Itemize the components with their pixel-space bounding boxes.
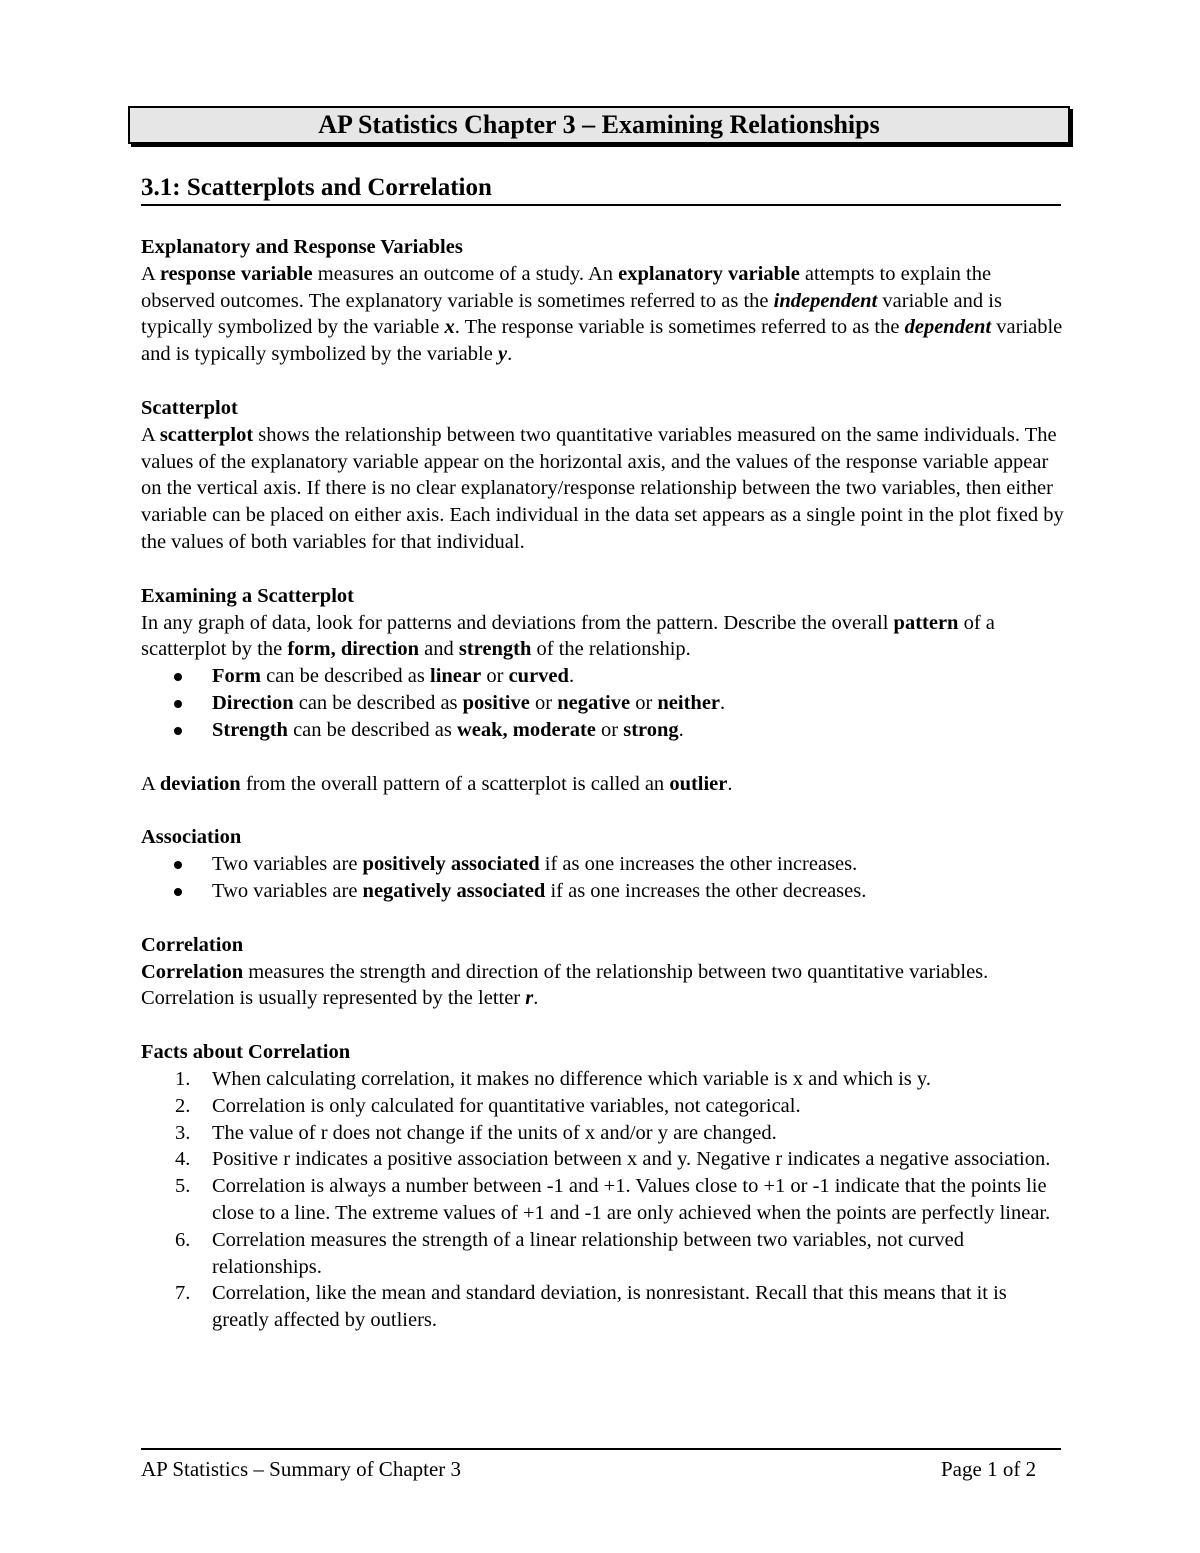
subheading-facts-correlation: Facts about Correlation	[141, 1041, 351, 1064]
list-item: 7. Correlation, like the mean and standard deviation, is nonresistant. Recall that this means that it is greatly affected by outliers.	[175, 1282, 1007, 1332]
list-item: 2. Correlation is only calculated for quantitative variables, not categorical.	[175, 1094, 801, 1117]
footer-title: AP Statistics – Summary of Chapter 3	[141, 1457, 462, 1481]
paragraph-correlation: Correlation measures the strength and direction of the relationship between two quantitative variables. Correlation is usually represented by the letter r.	[141, 960, 989, 1010]
list-item: 3. The value of r does not change if the units of x and/or y are changed.	[175, 1121, 777, 1144]
list-item: Two variables are negatively associated if as one increases the other decreases.	[141, 878, 1066, 905]
association-bullet-list	[141, 851, 1066, 905]
subheading-scatterplot: Scatterplot	[141, 396, 238, 419]
subheading-correlation: Correlation	[141, 933, 244, 956]
paragraph-scatterplot: A scatterplot shows the relationship between two quantitative variables measured on the same individuals. The values of the explanatory variable appear on the horizontal axis, and the values of the response variable appear on the vertical axis. If there is no clear explanatory/response relationship between the two variables, then either variable can be placed on either axis. Each individual in the data set appears as a single point in the plot fixed by the values of both variables for that individual.	[141, 423, 1064, 553]
footer-divider	[141, 1448, 1061, 1450]
list-item: 1. When calculating correlation, it makes no difference which variable is x and which is y.	[175, 1067, 931, 1090]
list-item: Two variables are positively associated if as one increases the other increases.	[141, 851, 1066, 878]
list-item: 5. Correlation is always a number between -1 and +1. Values close to +1 or -1 indicate that the points lie close to a line. The extreme values of +1 and -1 are only achieved when the points are perfectly linear.	[175, 1175, 1051, 1224]
subheading-examining-scatterplot: Examining a Scatterplot	[141, 584, 354, 607]
examining-bullet-list	[141, 663, 1066, 743]
paragraph-examining: In any graph of data, look for patterns and deviations from the pattern. Describe the overall pattern of a scatterplot by the form, direction and strength of the relationship.	[141, 611, 995, 661]
paragraph-explanatory-response: A response variable measures an outcome of a study. An explanatory variable attempts to explain the observed outcomes. The explanatory variable is sometimes referred to as the independent variable and is typically symbolized by the variable x. The response variable is sometimes referred to as the dependent variable and is typically symbolized by the variable y.	[141, 262, 1063, 366]
subheading-explanatory-response: Explanatory and Response Variables	[141, 236, 463, 258]
document-title: AP Statistics Chapter 3 – Examining Relationships	[128, 106, 1070, 144]
section-heading: 3.1: Scatterplots and Correlation	[141, 173, 1061, 206]
list-item: 6. Correlation measures the strength of a linear relationship between two variables, not curved relationships.	[175, 1228, 964, 1278]
document-body	[141, 234, 1066, 1334]
page-number: Page 1 of 2	[941, 1457, 1037, 1481]
paragraph-deviation: A deviation from the overall pattern of a scatterplot is called an outlier.	[141, 772, 733, 795]
facts-numbered-list	[141, 1066, 1066, 1334]
list-item: Form can be described as linear or curved.	[141, 663, 1066, 690]
subheading-association: Association	[141, 826, 242, 849]
list-item: 4. Positive r indicates a positive association between x and y. Negative r indicates a negative association.	[175, 1148, 1051, 1171]
list-item: Direction can be described as positive or negative or neither.	[141, 690, 1066, 717]
list-item: Strength can be described as weak, moderate or strong.	[141, 717, 1066, 744]
